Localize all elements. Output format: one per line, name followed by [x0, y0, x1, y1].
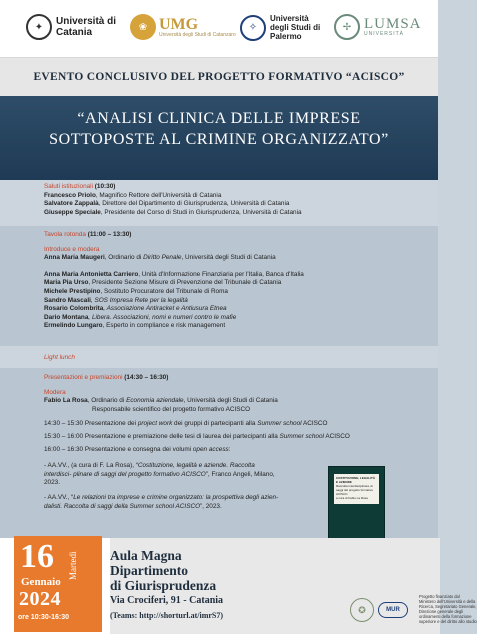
unipa-seal-icon: ✧ [240, 15, 266, 41]
lumsa-seal-icon: ✢ [334, 14, 360, 40]
main-title-band [0, 96, 438, 180]
tavola-section [0, 226, 438, 346]
unict-logo [26, 14, 118, 40]
lunch-section [0, 346, 438, 368]
venue-line-2: Dipartimento [110, 563, 188, 578]
saluti-section [0, 180, 438, 226]
book-title: COSTITUZIONE, LEGALITÀ E AZIENDE [336, 476, 375, 484]
premiazioni-moderator: Fabio La Rosa, Ordinario di Economia aziendale, Università degli Studi di Catania [44, 397, 278, 405]
schedule-row: 14:30 – 15:30 Presentazione dei project work dei gruppi di partecipanti alla Summer school ACISCO [44, 420, 328, 428]
date-month: Gennaio [21, 576, 61, 588]
schedule-row: 16:00 – 16:30 Presentazione e consegna dei volumi open access: [44, 445, 231, 453]
book-editor: a cura di Fabio La Rosa [336, 496, 368, 500]
moderator-line-2: Responsabile scientifico del progetto formativo ACISCO [92, 405, 251, 413]
saluti-label: Saluti istituzionali [44, 183, 94, 190]
unict-seal-icon: ✦ [26, 14, 52, 40]
umg-mark-icon: ❀ [130, 14, 156, 40]
date-weekday: Martedì [68, 551, 78, 580]
speaker-row: Rosario Colombrita, Associazione Antiracket e Antiusura Etnea [44, 305, 227, 313]
date-day: 16 [20, 538, 54, 575]
lumsa-subtitle: UNIVERSITÀ [364, 31, 405, 37]
venue-line-1: Aula Magna [110, 548, 182, 563]
funding-block [350, 538, 477, 634]
event-title: EVENTO CONCLUSIVO DEL PROGETTO FORMATIVO “ACISCO” [0, 58, 438, 96]
book-subtitle: Raccolta interdisciplinare di saggi del progetto formativo ACISCO [336, 484, 374, 496]
speaker-row: Anna Maria Antonietta Carriero, Unità d'Informazione Finanziaria per l'Italia, Banca d'Italia [44, 270, 304, 278]
volume-2: - AA.VV., “Le relazioni tra imprese e crimine organizzato: la prospettiva degli azien-dalisti. Raccolta di saggi della Summer school ACISCO”, 2023. [44, 493, 279, 510]
main-title-line-2: SOTTOPOSTE AL CRIMINE ORGANIZZATO” [49, 131, 389, 148]
unipa-name: Università degli Studi di Palermo [270, 14, 321, 41]
speaker-row: Sandro Mascali, SOS Impresa Rete per la legalità [44, 296, 188, 304]
tavola-moderator: Anna Maria Maugeri, Ordinario di Diritto Penale, Università degli Studi di Catania [44, 254, 276, 262]
footer [0, 538, 477, 634]
speaker-row: Dario Montana, Libera. Associazioni, nomi e numeri contro le mafie [44, 313, 237, 321]
light-lunch: Light lunch [44, 354, 75, 361]
funding-text: Progetto finanziato dal Ministero dell'Università e della Ricerca, Segretariato Generale, Direzione generale degli ordinamenti della formazione superiore e del diritto allo studio [419, 594, 477, 624]
teams-link[interactable]: (Teams: http://shorturl.at/imrS7) [110, 611, 224, 620]
book-cover [328, 466, 385, 543]
logo-header [0, 0, 438, 58]
tavola-label: Tavola rotonda [44, 231, 86, 238]
unict-name: Università di Catania [56, 16, 117, 38]
date-year: 2024 [19, 588, 61, 610]
umg-subtitle: Università degli Studi di Catanzaro [159, 31, 236, 38]
saluti-row: Giuseppe Speciale, Presidente del Corso di Studi in Giurisprudenza, Università di Catania [44, 208, 302, 216]
premiazioni-label: Presentazioni e premiazioni [44, 374, 123, 381]
umg-name: UMG [159, 15, 199, 33]
speaker-row: Michele Prestipino, Sostituto Procuratore del Tribunale di Roma [44, 287, 228, 295]
schedule-row: 15:30 – 16:00 Presentazione e premiazione delle tesi di laurea dei partecipanti alla Summer school ACISCO [44, 432, 350, 440]
tavola-time: (11:00 – 13:30) [85, 231, 132, 238]
lumsa-logo [334, 14, 422, 40]
venue-box [110, 538, 477, 634]
saluti-row: Francesco Priolo, Magnifico Rettore dell'Università di Catania [44, 191, 222, 199]
mur-logo: MUR [378, 602, 408, 618]
modera-label: Modera [44, 388, 66, 396]
venue-line-3: di Giurisprudenza [110, 578, 217, 593]
speaker-row: Ermelindo Lungaro, Esperto in compliance e risk management [44, 322, 226, 330]
premiazioni-time: (14:30 – 16:30) [122, 374, 169, 381]
saluti-time: (10:30) [93, 183, 116, 190]
main-title-line-1: “ANALISI CLINICA DELLE IMPRESE [77, 110, 361, 127]
saluti-row: Salvatore Zappalà, Direttore del Dipartimento di Giurisprudenza, Università di Catania [44, 200, 290, 208]
introduce-label: Introduce e modera [44, 245, 100, 253]
volume-1: - AA.VV., (a cura di F. La Rosa), “Costituzione, legalità e aziende. Raccolta interdisci- plinare di saggi del progetto formativo ACISCO”, Franco Angeli, Milano, 2023. [44, 462, 275, 487]
italy-emblem-icon: ✪ [350, 598, 374, 622]
unipa-logo [240, 14, 328, 41]
speaker-row: Maria Pia Urso, Presidente Sezione Misure di Prevenzione del Tribunale di Catania [44, 279, 282, 287]
date-hours: ore 10:30-16:30 [18, 614, 69, 621]
lumsa-name: LUMSA [364, 16, 422, 32]
umg-logo [130, 14, 236, 40]
date-box [14, 536, 102, 632]
venue-address: Via Crociferi, 91 - Catania [110, 595, 224, 606]
